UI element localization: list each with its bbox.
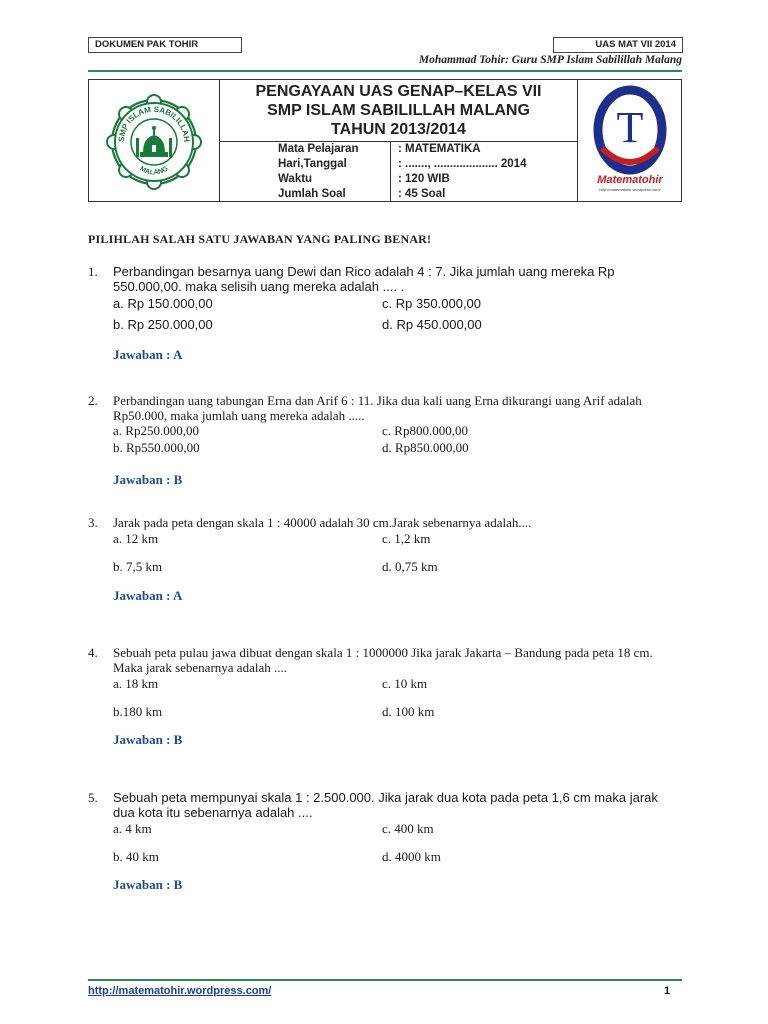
- answer-key: Jawaban : A: [113, 588, 183, 603]
- author-line: Mohammad Tohir: Guru SMP Islam Sabilillah Malang: [418, 54, 682, 66]
- title-line-1: PENGAYAAN UAS GENAP–KELAS VII: [255, 83, 542, 100]
- option-b: b.180 km: [113, 704, 163, 719]
- option-d: d. Rp 450.000,00: [382, 317, 482, 332]
- meta-label: Jumlah Soal: [278, 188, 346, 200]
- meta-label: Hari,Tanggal: [278, 158, 347, 170]
- option-d: d. 4000 km: [382, 849, 441, 864]
- option-c: c. 400 km: [382, 821, 434, 836]
- answer-key: Jawaban : B: [113, 732, 183, 747]
- logo-text-top: SMP ISLAM SABILILLAH: [116, 104, 192, 143]
- exam-meta-grid: [220, 141, 577, 202]
- meta-label: Waktu: [278, 173, 313, 185]
- logo-text-bottom: MALANG: [138, 165, 170, 177]
- meta-value: : ......., .................... 2014: [398, 158, 527, 170]
- svg-text:T: T: [616, 103, 644, 152]
- title-table: [88, 79, 682, 202]
- answer-key: Jawaban : B: [113, 472, 183, 487]
- title-line-2: SMP ISLAM SABILILLAH MALANG: [267, 102, 530, 119]
- meta-value: : 45 Soal: [398, 188, 446, 200]
- meta-row: [220, 157, 577, 172]
- option-d: d. 0,75 km: [382, 559, 438, 574]
- meta-label: Mata Pelajaran: [278, 143, 359, 155]
- option-c: c. Rp800.000,00: [382, 423, 468, 438]
- page-number: 1: [664, 985, 671, 997]
- answer-key: Jawaban : A: [113, 347, 183, 362]
- title-line-3: TAHUN 2013/2014: [331, 121, 466, 138]
- title-block: [220, 80, 577, 142]
- option-d: d. 100 km: [382, 704, 435, 719]
- option-a: a. 4 km: [113, 821, 152, 836]
- brand-tagline: http://matematohir.wordpress.com/: [599, 187, 661, 192]
- footer-url-link[interactable]: http://matematohir.wordpress.com/: [88, 985, 272, 997]
- option-b: b. 7,5 km: [113, 559, 163, 574]
- instruction-heading: PILIHLAH SALAH SATU JAWABAN YANG PALING BENAR!: [88, 232, 432, 246]
- question-number: 5.: [88, 790, 98, 805]
- option-a: a. Rp 150.000,00: [113, 296, 213, 311]
- brand-logo-cell: [577, 80, 682, 201]
- option-c: c. Rp 350.000,00: [382, 296, 482, 311]
- header-document-label: DOKUMEN PAK TOHIR: [88, 37, 242, 53]
- option-b: b. 40 km: [113, 849, 159, 864]
- header-divider: [88, 70, 682, 72]
- question-number: 1.: [88, 264, 98, 279]
- answer-key: Jawaban : B: [113, 877, 183, 892]
- question-number: 3.: [88, 515, 98, 530]
- brand-logo: [578, 80, 682, 201]
- question-number: 4.: [88, 645, 98, 660]
- option-a: a. 12 km: [113, 531, 159, 546]
- question-number: 2.: [88, 393, 98, 408]
- question-text: Sebuah peta pulau jawa dibuat dengan skala 1 : 1000000 Jika jarak Jakarta – Bandung pada peta 18 cm. Maka jarak sebenarnya adalah ....: [113, 645, 653, 675]
- meta-row: [220, 142, 577, 157]
- question-text: Jarak pada peta dengan skala 1 : 40000 adalah 30 cm.Jarak sebenarnya adalah....: [113, 515, 532, 530]
- option-d: d. Rp850.000,00: [382, 440, 469, 455]
- school-logo-cell: [89, 80, 220, 201]
- meta-value: : MATEMATIKA: [398, 143, 481, 155]
- option-a: a. Rp250.000,00: [113, 423, 199, 438]
- meta-row: [220, 187, 577, 202]
- brand-name: Matematohir: [597, 174, 663, 186]
- meta-value: : 120 WIB: [398, 173, 450, 185]
- meta-row: [220, 172, 577, 187]
- question-text: Perbandingan besarnya uang Dewi dan Rico adalah 4 : 7. Jika jumlah uang mereka Rp 550.000,00. maka selisih uang mereka adalah .... .: [113, 264, 615, 294]
- question-text: Perbandingan uang tabungan Erna dan Arif 6 : 11. Jika dua kali uang Erna dikurangi uang Arif adalah Rp50.000, maka jumlah uang mereka adalah .....: [113, 393, 642, 423]
- footer-divider: [88, 979, 682, 981]
- option-c: c. 1,2 km: [382, 531, 431, 546]
- question-text: Sebuah peta mempunyai skala 1 : 2.500.000. Jika jarak dua kota pada peta 1,6 cm maka jarak dua kota itu sebenarnya adalah ....: [113, 790, 658, 820]
- option-a: a. 18 km: [113, 676, 159, 691]
- option-b: b. Rp550.000,00: [113, 440, 200, 455]
- school-logo: [89, 80, 219, 201]
- header-exam-label: UAS MAT VII 2014: [553, 37, 683, 53]
- option-c: c. 10 km: [382, 676, 428, 691]
- option-b: b. Rp 250.000,00: [113, 317, 213, 332]
